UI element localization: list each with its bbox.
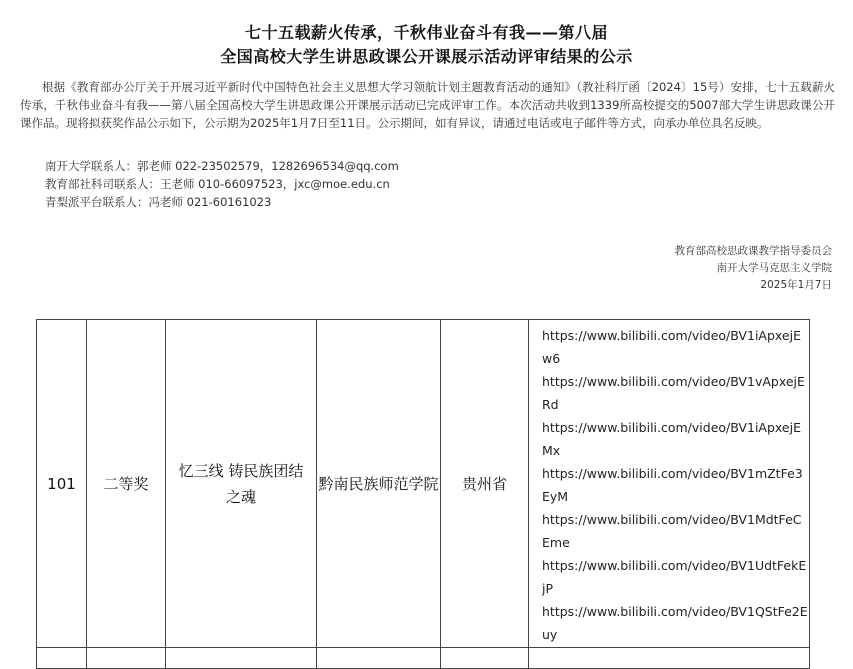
row-number: 101: [37, 320, 87, 648]
page-title-line1: 七十五载薪火传承，千秋伟业奋斗有我——第八届: [244, 23, 608, 42]
work-title: 忆三线 铸民族团结之魂: [166, 320, 317, 648]
school-name: 黔南民族师范学院: [317, 320, 441, 648]
signature-org1: 教育部高校思政课教学指导委员会: [674, 245, 832, 257]
table-cell: [317, 648, 441, 669]
contact-nankai: 南开大学联系人：郭老师 022-23502579，1282696534@qq.com: [45, 159, 399, 173]
video-link[interactable]: https://www.bilibili.com/video/BV1iApxejEw6: [542, 328, 801, 366]
table-cell: [166, 648, 317, 669]
video-link[interactable]: https://www.bilibili.com/video/BV1iApxejEMx: [542, 420, 801, 458]
signature-date: 2025年1月7日: [760, 279, 832, 291]
table-row-next: [37, 648, 810, 669]
table-row: [37, 320, 810, 648]
signature-org2: 南开大学马克思主义学院: [716, 262, 832, 274]
award-table: [36, 319, 810, 669]
video-links: [529, 320, 810, 648]
contact-list: [45, 157, 399, 211]
province: 贵州省: [441, 320, 529, 648]
video-link[interactable]: https://www.bilibili.com/video/BV1mZtFe3EyM: [542, 466, 803, 504]
contact-moe: 教育部社科司联系人：王老师 010-66097523，jxc@moe.edu.cn: [45, 177, 390, 191]
award-level: 二等奖: [87, 320, 166, 648]
video-link[interactable]: https://www.bilibili.com/video/BV1MdtFeCEme: [542, 512, 802, 550]
contact-platform: 青梨派平台联系人：冯老师 021-60161023: [45, 195, 272, 209]
page-title-line2: 全国高校大学生讲思政课公开课展示活动评审结果的公示: [220, 47, 633, 66]
signature-block: [675, 243, 833, 294]
table-cell: [529, 648, 810, 669]
video-link[interactable]: https://www.bilibili.com/video/BV1UdtFekEjP: [542, 558, 807, 596]
video-link[interactable]: https://www.bilibili.com/video/BV1QStFe2Euy: [542, 604, 808, 642]
table-cell: [87, 648, 166, 669]
announcement-paragraph: 根据《教育部办公厅关于开展习近平新时代中国特色社会主义思想大学习领航计划主题教育活动的通知》（教社科厅函〔2024〕15号）安排，七十五载薪火传承，千秋伟业奋斗有我——第八届全国高校大学生讲思政课公开课展示活动已完成评审工作。本次活动共收到1339所高校提交的5007部大学生讲思政课公开课作品。现将拟获奖作品公示如下，公示期为2025年1月7日至11日。公示期间，如有异议，请通过电话或电子邮件等方式，向承办单位具名反映。: [20, 80, 835, 130]
table-cell: [441, 648, 529, 669]
video-link[interactable]: https://www.bilibili.com/video/BV1vApxejERd: [542, 374, 805, 412]
table-cell: [37, 648, 87, 669]
